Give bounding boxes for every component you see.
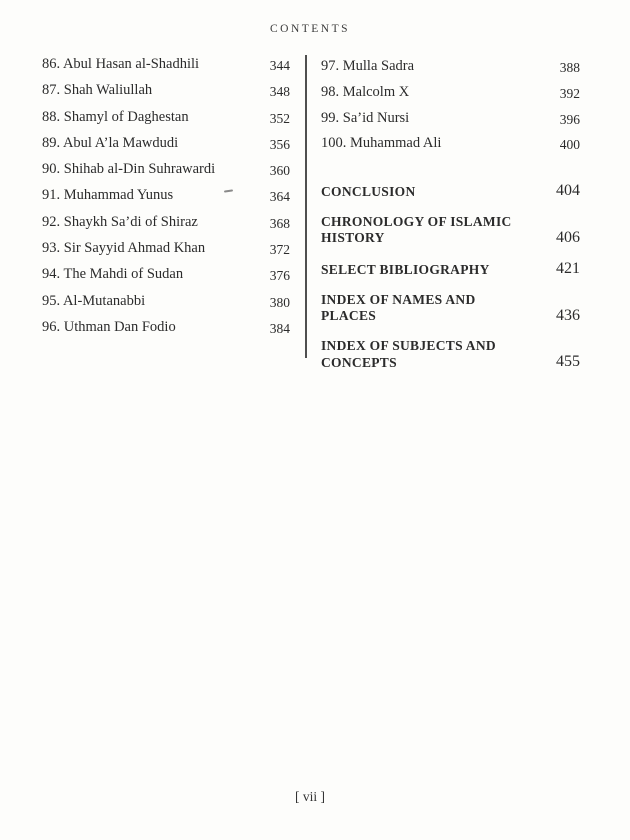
toc-entry-page: 360 bbox=[269, 163, 290, 179]
toc-section bbox=[321, 338, 580, 371]
toc-entry-page: 380 bbox=[269, 294, 290, 310]
toc-entry-label: 97. Mulla Sadra bbox=[321, 58, 415, 74]
toc-entry-page: 372 bbox=[269, 242, 290, 258]
toc-section bbox=[321, 214, 580, 247]
toc-entry bbox=[42, 240, 290, 266]
toc-entry-page: 384 bbox=[269, 320, 290, 336]
toc-entry bbox=[42, 293, 290, 319]
toc-entry bbox=[42, 161, 290, 187]
toc-right-column bbox=[321, 58, 580, 161]
toc-entry-label: 93. Sir Sayyid Ahmad Khan bbox=[42, 240, 206, 257]
toc-section-label: CHRONOLOGY OF ISLAMIC HISTORY bbox=[321, 213, 512, 245]
toc-left-column bbox=[42, 56, 290, 345]
toc-entry-label: 91. Muhammad Yunus bbox=[42, 187, 174, 204]
toc-entry-page: 356 bbox=[269, 136, 290, 152]
toc-entry bbox=[321, 58, 580, 84]
toc-entry-page: 344 bbox=[269, 58, 290, 73]
toc-entry-label: 86. Abul Hasan al-Shadhili bbox=[42, 56, 200, 72]
toc-entry-label: 96. Uthman Dan Fodio bbox=[42, 318, 176, 335]
toc-section-page: 436 bbox=[556, 306, 580, 324]
toc-entry bbox=[321, 135, 580, 161]
toc-entry bbox=[321, 84, 580, 110]
toc-entry-label: 99. Sa’id Nursi bbox=[321, 109, 410, 126]
toc-entry-label: 89. Abul A’la Mawdudi bbox=[42, 134, 179, 151]
toc-section-label: INDEX OF NAMES AND PLACES bbox=[321, 291, 476, 323]
toc-entry bbox=[42, 109, 290, 135]
toc-section-page: 421 bbox=[556, 260, 580, 277]
toc-entry-label: 100. Muhammad Ali bbox=[321, 135, 442, 152]
toc-entry-label: 95. Al-Mutanabbi bbox=[42, 292, 146, 309]
toc-section-label: INDEX OF SUBJECTS AND CONCEPTS bbox=[321, 338, 496, 370]
toc-section-label: CONCLUSION bbox=[321, 183, 416, 199]
toc-entry bbox=[321, 110, 580, 136]
toc-entry-page: 348 bbox=[269, 84, 290, 100]
toc-entry-label: 88. Shamyl of Daghestan bbox=[42, 108, 189, 125]
toc-entry-page: 400 bbox=[559, 137, 580, 153]
toc-entry-page: 352 bbox=[269, 110, 290, 126]
toc-entry bbox=[42, 82, 290, 108]
toc-section-page: 406 bbox=[556, 228, 580, 246]
toc-entry-page: 392 bbox=[559, 85, 580, 101]
toc-entry-label: 98. Malcolm X bbox=[321, 83, 410, 100]
toc-sections bbox=[321, 182, 580, 385]
toc-entry bbox=[42, 187, 290, 213]
toc-entry-page: 388 bbox=[559, 60, 580, 75]
toc-section-page: 455 bbox=[556, 353, 580, 370]
toc-entry-page: 364 bbox=[269, 189, 290, 205]
column-divider-line bbox=[305, 55, 307, 358]
toc-entry bbox=[42, 214, 290, 240]
toc-section bbox=[321, 182, 580, 200]
toc-entry-label: 92. Shaykh Sa’di of Shiraz bbox=[42, 213, 198, 230]
toc-section-label: SELECT BIBLIOGRAPHY bbox=[321, 261, 490, 277]
toc-entry-label: 90. Shihab al-Din Suhrawardi bbox=[42, 161, 216, 178]
toc-section bbox=[321, 260, 580, 278]
toc-section-page: 404 bbox=[556, 182, 580, 199]
toc-entry-label: 87. Shah Waliullah bbox=[42, 82, 153, 99]
page-title: CONTENTS bbox=[269, 23, 351, 35]
toc-section bbox=[321, 292, 580, 325]
toc-entry-label: 94. The Mahdi of Sudan bbox=[42, 266, 184, 283]
toc-entry-page: 396 bbox=[559, 111, 580, 127]
toc-entry bbox=[42, 266, 290, 292]
toc-entry bbox=[42, 56, 290, 82]
toc-entry-page: 376 bbox=[269, 268, 290, 284]
folio-page-number: [ vii ] bbox=[295, 789, 325, 804]
toc-entry bbox=[42, 319, 290, 345]
toc-entry bbox=[42, 135, 290, 161]
toc-entry-page: 368 bbox=[269, 215, 290, 231]
